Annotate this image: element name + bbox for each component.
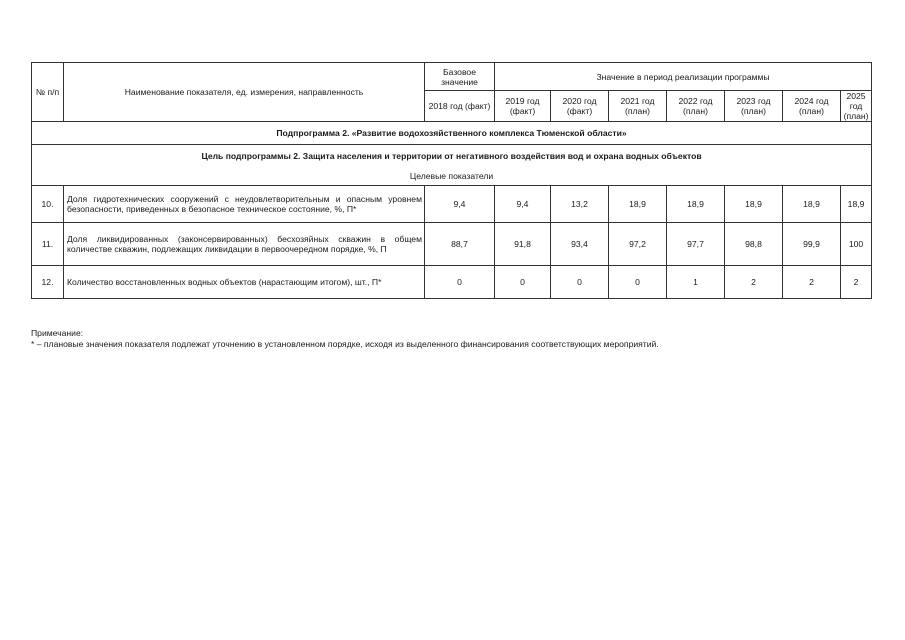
row-value: 13,2 <box>551 186 609 223</box>
subprogram-row <box>32 122 872 145</box>
header-period: Значение в период реализации программы <box>495 63 872 91</box>
row-value: 18,9 <box>725 186 783 223</box>
subprogram-title: Подпрограмма 2. «Развитие водохозяйственного комплекса Тюменской области» <box>32 122 872 145</box>
targets-row <box>32 167 872 186</box>
row-value: 99,9 <box>783 223 841 266</box>
row-value: 0 <box>495 266 551 299</box>
row-value: 97,2 <box>609 223 667 266</box>
row-value: 91,8 <box>495 223 551 266</box>
row-value: 9,4 <box>495 186 551 223</box>
targets-label: Целевые показатели <box>32 167 872 186</box>
row-value: 18,9 <box>609 186 667 223</box>
row-value: 18,9 <box>841 186 872 223</box>
row-value: 97,7 <box>667 223 725 266</box>
row-num: 11. <box>32 223 64 266</box>
header-name: Наименование показателя, ед. измерения, направленность <box>64 63 425 122</box>
row-num: 12. <box>32 266 64 299</box>
goal-title: Цель подпрограммы 2. Защита населения и территории от негативного воздействия вод и охрана водных объектов <box>32 145 872 168</box>
row-value: 2 <box>783 266 841 299</box>
row-value: 93,4 <box>551 223 609 266</box>
row-base: 88,7 <box>425 223 495 266</box>
header-base: Базовое значение <box>425 63 495 91</box>
row-value: 18,9 <box>783 186 841 223</box>
header-num: № п/п <box>32 63 64 122</box>
header-year: 2019 год (факт) <box>495 91 551 122</box>
header-year: 2024 год (план) <box>783 91 841 122</box>
header-year: 2023 год (план) <box>725 91 783 122</box>
header-year: 2025 год (план) <box>841 91 872 122</box>
notes <box>31 328 871 350</box>
row-name: Количество восстановленных водных объектов (нарастающим итогом), шт., П* <box>64 266 425 299</box>
table-row <box>32 223 872 266</box>
indicators-table-container <box>31 62 871 299</box>
row-value: 1 <box>667 266 725 299</box>
row-value: 100 <box>841 223 872 266</box>
row-num: 10. <box>32 186 64 223</box>
header-row-1 <box>32 63 872 91</box>
table-row <box>32 266 872 299</box>
table-row <box>32 186 872 223</box>
row-value: 98,8 <box>725 223 783 266</box>
notes-text: * – плановые значения показателя подлежат уточнению в установленном порядке, исходя из выделенного финансирования соответствующих мероприятий. <box>31 339 659 349</box>
row-value: 2 <box>725 266 783 299</box>
row-value: 18,9 <box>667 186 725 223</box>
row-name: Доля ликвидированных (законсервированных) бесхозяйных скважин в общем количестве скважин, подлежащих ликвидации в первоочередном порядке, %, П <box>64 223 425 266</box>
row-base: 0 <box>425 266 495 299</box>
row-base: 9,4 <box>425 186 495 223</box>
notes-title: Примечание: <box>31 328 84 338</box>
row-value: 2 <box>841 266 872 299</box>
header-base-year: 2018 год (факт) <box>425 91 495 122</box>
row-value: 0 <box>609 266 667 299</box>
header-year: 2022 год (план) <box>667 91 725 122</box>
goal-row <box>32 145 872 168</box>
header-year: 2020 год (факт) <box>551 91 609 122</box>
indicators-table <box>31 62 872 299</box>
row-name: Доля гидротехнических сооружений с неудовлетворительным и опасным уровнем безопасности, приведенных в безопасное техническое состояние, %, П* <box>64 186 425 223</box>
header-year: 2021 год (план) <box>609 91 667 122</box>
row-value: 0 <box>551 266 609 299</box>
